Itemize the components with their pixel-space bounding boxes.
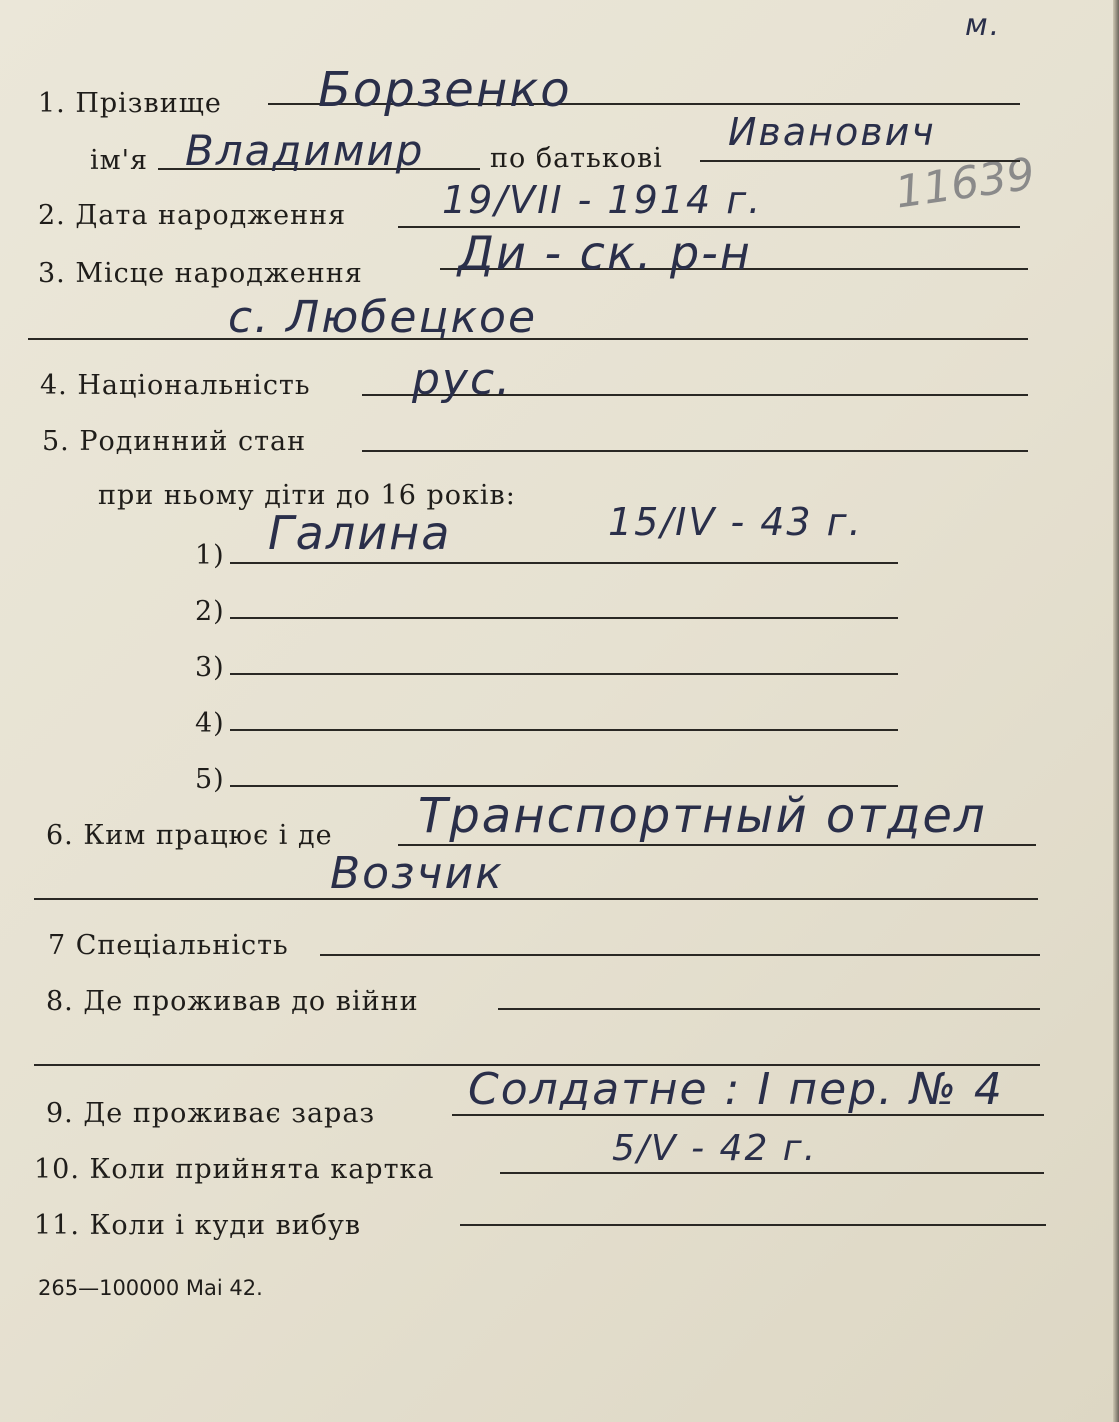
card-edge-shadow xyxy=(1113,0,1119,1422)
marital-status-line xyxy=(362,450,1028,452)
birth-place-value-line2: с. Любецкое xyxy=(228,292,538,343)
departure-line xyxy=(460,1224,1046,1226)
current-residence-label: 9. Де проживає зараз xyxy=(46,1098,376,1129)
first-name-value: Владимир xyxy=(185,126,425,175)
departure-label: 11. Коли і куди вибув xyxy=(34,1210,362,1241)
child-number: 3) xyxy=(195,652,225,683)
birth-date-value: 19/VII - 1914 г. xyxy=(442,178,763,222)
child-name: Галина xyxy=(268,506,452,560)
workplace-line xyxy=(398,844,1036,846)
child-number: 5) xyxy=(195,764,225,795)
surname-label: 1. Прізвище xyxy=(38,88,222,119)
surname-value: Борзенко xyxy=(318,62,572,118)
child-line xyxy=(230,617,898,619)
child-number: 1) xyxy=(195,540,225,571)
prewar-residence-label: 8. Де проживав до війни xyxy=(46,986,419,1017)
workplace-line2 xyxy=(34,898,1038,900)
patronymic-line xyxy=(700,160,1020,162)
children-label: при ньому діти до 16 років: xyxy=(98,480,516,511)
workplace-label: 6. Ким працює і де xyxy=(46,820,333,851)
child-date: 15/IV - 43 г. xyxy=(608,500,863,544)
specialty-label: 7 Спеціальність xyxy=(48,930,289,961)
archive-number: 11639 xyxy=(892,148,1038,219)
workplace-value-line2: Возчик xyxy=(330,848,504,899)
prewar-residence-line xyxy=(498,1008,1040,1010)
print-run-footer: 265—100000 Маі 42. xyxy=(38,1276,263,1300)
patronymic-label: по батькові xyxy=(490,143,663,174)
card-accepted-line xyxy=(500,1172,1044,1174)
nationality-value: рус. xyxy=(412,354,513,405)
current-residence-value: Солдатне : I пер. № 4 xyxy=(468,1064,1004,1115)
marital-status-label: 5. Родинний стан xyxy=(42,426,307,457)
child-line xyxy=(230,729,898,731)
card-accepted-label: 10. Коли прийнята картка xyxy=(34,1154,435,1185)
birth-place-value: Ди - ск. р-н xyxy=(458,226,752,280)
child-line xyxy=(230,562,898,564)
card-accepted-value: 5/V - 42 г. xyxy=(612,1128,818,1169)
birth-place-label: 3. Місце народження xyxy=(38,258,363,289)
child-line xyxy=(230,785,898,787)
first-name-label: ім'я xyxy=(90,145,149,176)
patronymic-value: Иванович xyxy=(728,110,936,154)
nationality-label: 4. Національність xyxy=(40,370,311,401)
child-line xyxy=(230,673,898,675)
child-number: 2) xyxy=(195,596,225,627)
specialty-line xyxy=(320,954,1040,956)
corner-mark: м. xyxy=(965,8,1002,43)
workplace-value: Транспортный отдел xyxy=(418,788,987,844)
child-number: 4) xyxy=(195,708,225,739)
birth-date-label: 2. Дата народження xyxy=(38,200,347,231)
birth-place-line2 xyxy=(28,338,1028,340)
